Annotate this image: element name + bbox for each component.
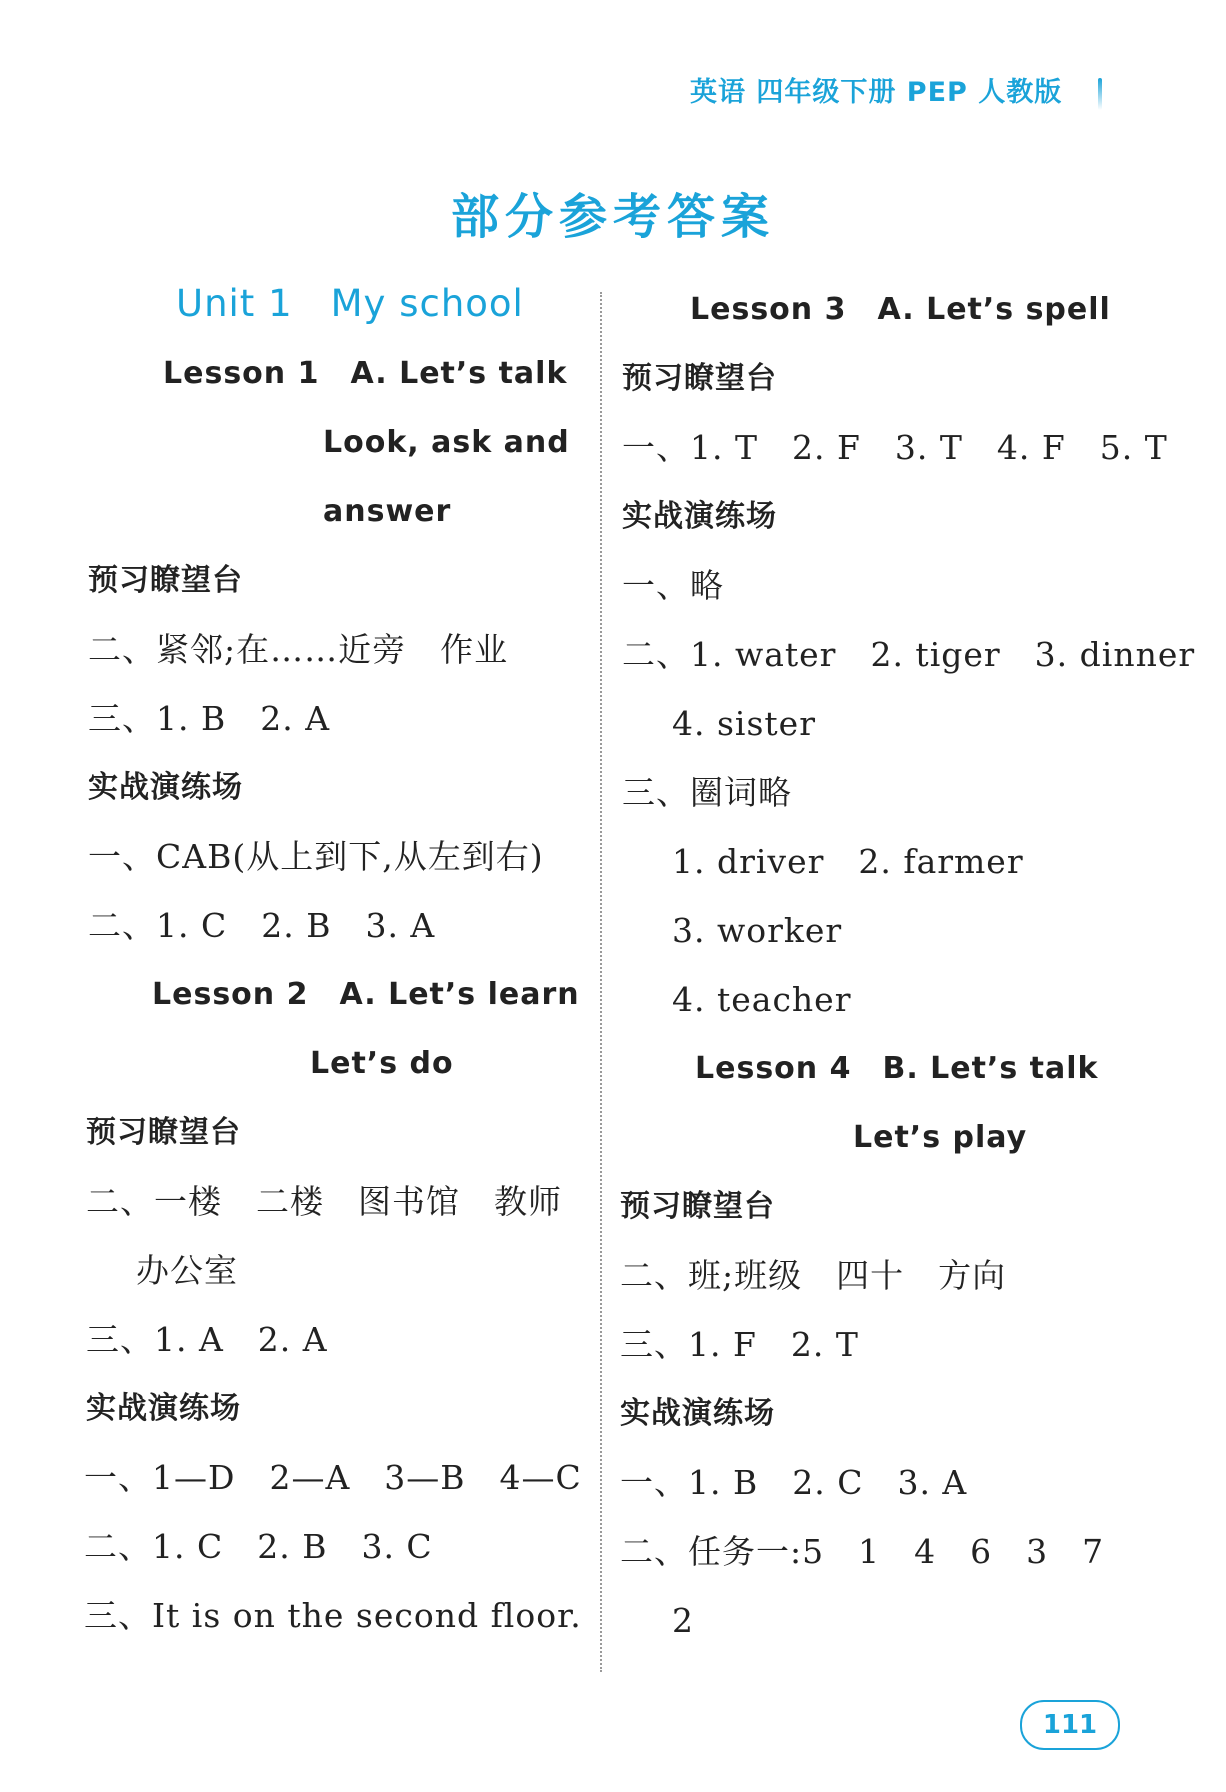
- answer-line: 一、1. T 2. F 3. T 4. F 5. T: [622, 428, 1168, 467]
- lesson-heading: Lesson 3 A. Let’s spell: [690, 292, 1111, 327]
- lesson-heading-sub: answer: [323, 494, 452, 529]
- answer-line: 二、一楼 二楼 图书馆 教师: [86, 1182, 562, 1221]
- answer-line: 二、1. water 2. tiger 3. dinner: [622, 635, 1196, 674]
- answer-line: 办公室: [136, 1251, 238, 1290]
- running-header: 英语 四年级下册 PEP 人教版: [690, 77, 1063, 108]
- answer-line: 三、1. A 2. A: [86, 1320, 328, 1359]
- section-heading: 实战演练场: [86, 1391, 241, 1426]
- answer-line: 4. teacher: [672, 980, 852, 1019]
- lesson-heading-sub: Let’s do: [310, 1046, 454, 1081]
- answer-line: 一、略: [622, 566, 724, 605]
- column-divider: [600, 292, 602, 1672]
- lesson-heading: Lesson 2 A. Let’s learn: [152, 977, 580, 1012]
- answer-line: 一、1. B 2. C 3. A: [620, 1463, 968, 1502]
- section-heading: 实战演练场: [620, 1396, 775, 1431]
- unit-heading: Unit 1 My school: [176, 282, 524, 325]
- page-number: 111: [1020, 1700, 1120, 1750]
- answer-line: 一、1—D 2—A 3—B 4—C: [84, 1458, 582, 1497]
- lesson-heading-sub: Let’s play: [853, 1120, 1028, 1155]
- section-heading: 预习瞭望台: [86, 1115, 241, 1150]
- answer-line: 二、1. C 2. B 3. C: [84, 1527, 433, 1566]
- section-heading: 预习瞭望台: [620, 1189, 775, 1224]
- answer-line: 二、紧邻;在……近旁 作业: [88, 630, 509, 669]
- section-heading: 实战演练场: [622, 499, 777, 534]
- answer-line: 2: [672, 1601, 694, 1640]
- answer-line: 二、1. C 2. B 3. A: [88, 906, 436, 945]
- answer-line: 三、1. B 2. A: [88, 699, 331, 738]
- answer-line: 二、班;班级 四十 方向: [620, 1256, 1007, 1295]
- answer-line: 二、任务一:5 1 4 6 3 7: [620, 1532, 1105, 1571]
- page-title: 部分参考答案: [450, 189, 775, 245]
- lesson-heading-sub: Look, ask and: [323, 425, 570, 460]
- answer-line: 三、圈词略: [622, 773, 792, 812]
- section-heading: 预习瞭望台: [622, 361, 777, 396]
- answer-line: 三、It is on the second floor.: [84, 1596, 582, 1635]
- answer-line: 4. sister: [672, 704, 816, 743]
- answer-line: 一、CAB(从上到下,从左到右): [88, 837, 544, 876]
- lesson-heading: Lesson 4 B. Let’s talk: [695, 1051, 1099, 1086]
- answer-line: 三、1. F 2. T: [620, 1325, 859, 1364]
- section-heading: 实战演练场: [88, 770, 243, 805]
- lesson-heading: Lesson 1 A. Let’s talk: [163, 356, 568, 391]
- answer-line: 3. worker: [672, 911, 843, 950]
- header-accent-bar: [1098, 78, 1102, 110]
- section-heading: 预习瞭望台: [88, 563, 243, 598]
- answer-line: 1. driver 2. farmer: [672, 842, 1024, 881]
